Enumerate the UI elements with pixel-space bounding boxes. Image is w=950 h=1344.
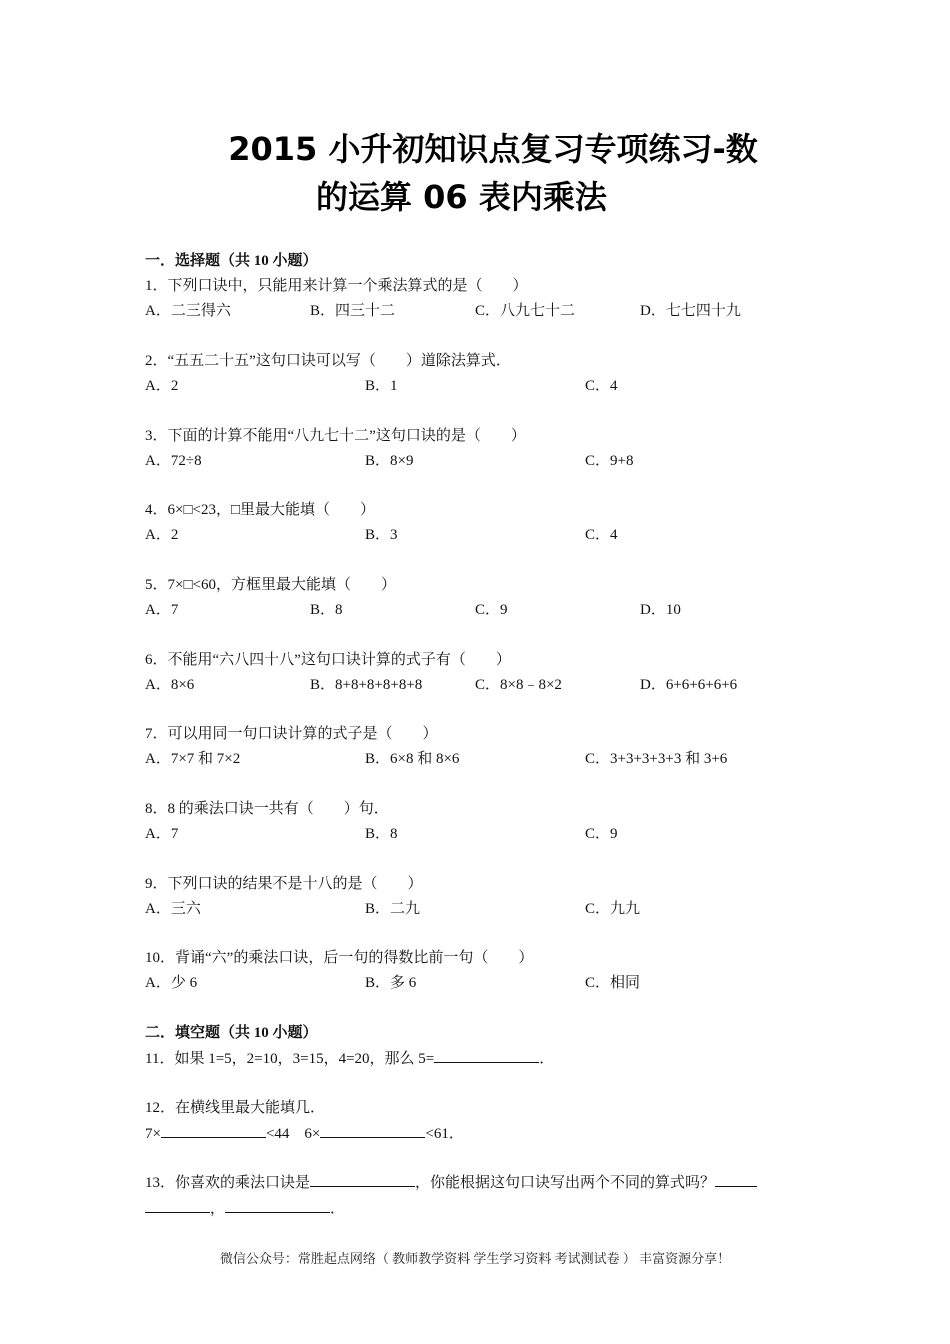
question-7: 7．可以用同一句口诀计算的式子是（ ） [145, 726, 438, 742]
q6-option-d: D．6+6+6+6+6 [640, 677, 738, 693]
q9-option-c: C．九九 [585, 901, 641, 917]
q11-end: ． [539, 1051, 555, 1067]
q2-option-a: A．2 [145, 378, 179, 394]
question-13 [145, 1172, 757, 1193]
q13-sep: ， [210, 1201, 226, 1217]
question-10: 10．背诵“六”的乘法口诀，后一句的得数比前一句（ ） [145, 950, 534, 966]
q5-option-d: D．10 [640, 602, 681, 618]
q4-option-a: A．2 [145, 527, 179, 543]
q12-part-c: <61． [425, 1126, 464, 1142]
q13-part-b: ，你能根据这句口诀写出两个不同的算式吗？ [415, 1175, 716, 1191]
q8-option-b: B．8 [365, 826, 398, 842]
q8-option-a: A．7 [145, 826, 179, 842]
q13-blank-2a[interactable] [715, 1172, 757, 1187]
q13-blank-3[interactable] [225, 1198, 330, 1213]
page-footer: 微信公众号：常胜起点网络（ 教师教学资料 学生学习资料 考试测试卷 ） 丰富资源分享！ [219, 1251, 731, 1266]
question-3: 3．下面的计算不能用“八九七十二”这句口诀的是（ ） [145, 428, 526, 444]
q9-option-a: A．三六 [145, 901, 201, 917]
q7-option-c: C．3+3+3+3+3 和 3+6 [585, 751, 728, 767]
q7-option-a: A．7×7 和 7×2 [145, 751, 241, 767]
q13-blank-1[interactable] [310, 1172, 415, 1187]
question-6: 6．不能用“六八四十八”这句口诀计算的式子有（ ） [145, 652, 511, 668]
document-title-line2: 的运算 06 表内乘法 [316, 178, 607, 216]
q1-option-d: D．七七四十九 [640, 303, 741, 319]
q10-option-b: B．多 6 [365, 975, 417, 991]
question-11 [145, 1048, 554, 1069]
q12-part-b: <44 6× [265, 1126, 321, 1142]
q4-option-b: B．3 [365, 527, 398, 543]
q3-option-b: B．8×9 [365, 453, 414, 469]
question-1: 1．下列口诀中，只能用来计算一个乘法算式的是（ ） [145, 278, 528, 294]
q1-option-c: C．八九七十二 [475, 303, 576, 319]
q13-end: ． [330, 1201, 346, 1217]
q10-option-c: C．相同 [585, 975, 641, 991]
question-9: 9．下列口诀的结果不是十八的是（ ） [145, 876, 423, 892]
q3-option-a: A．72÷8 [145, 453, 202, 469]
q6-option-a: A．8×6 [145, 677, 195, 693]
q5-option-c: C．9 [475, 602, 508, 618]
q2-option-b: B．1 [365, 378, 398, 394]
q6-option-c: C．8×8﹣8×2 [475, 677, 562, 693]
question-5: 5．7×□<60，方框里最大能填（ ） [145, 577, 396, 593]
q12-blank-2[interactable] [320, 1123, 425, 1138]
q2-option-c: C．4 [585, 378, 618, 394]
q11-answer-blank[interactable] [434, 1048, 539, 1063]
q12-part-a: 7× [145, 1126, 161, 1142]
q5-option-a: A．7 [145, 602, 179, 618]
question-12: 12．在横线里最大能填几． [145, 1100, 326, 1116]
section-heading-choice: 一．选择题（共 10 小题） [145, 253, 318, 269]
section-heading-fill: 二．填空题（共 10 小题） [145, 1025, 318, 1041]
q4-option-c: C．4 [585, 527, 618, 543]
q9-option-b: B．二九 [365, 901, 421, 917]
document-title-line1: 2015 小升初知识点复习专项练习-数 [228, 130, 758, 168]
q13-part-a: 13．你喜欢的乘法口诀是 [145, 1175, 311, 1191]
question-2: 2．“五五二十五”这句口诀可以写（ ）道除法算式． [145, 353, 511, 369]
question-4: 4．6×□<23，□里最大能填（ ） [145, 502, 376, 518]
q13-line2 [145, 1198, 345, 1219]
q8-option-c: C．9 [585, 826, 618, 842]
q6-option-b: B．8+8+8+8+8+8 [310, 677, 423, 693]
q1-option-b: B．四三十二 [310, 303, 396, 319]
q1-option-a: A．二三得六 [145, 303, 231, 319]
q11-text: 11．如果 1=5，2=10，3=15，4=20，那么 5= [145, 1051, 435, 1067]
q12-blank-1[interactable] [161, 1123, 266, 1138]
q13-blank-2b[interactable] [145, 1198, 210, 1213]
q3-option-c: C．9+8 [585, 453, 634, 469]
question-8: 8．8 的乘法口诀一共有（ ）句． [145, 801, 389, 817]
q10-option-a: A．少 6 [145, 975, 198, 991]
q7-option-b: B．6×8 和 8×6 [365, 751, 460, 767]
q5-option-b: B．8 [310, 602, 343, 618]
q12-line2 [145, 1123, 464, 1144]
